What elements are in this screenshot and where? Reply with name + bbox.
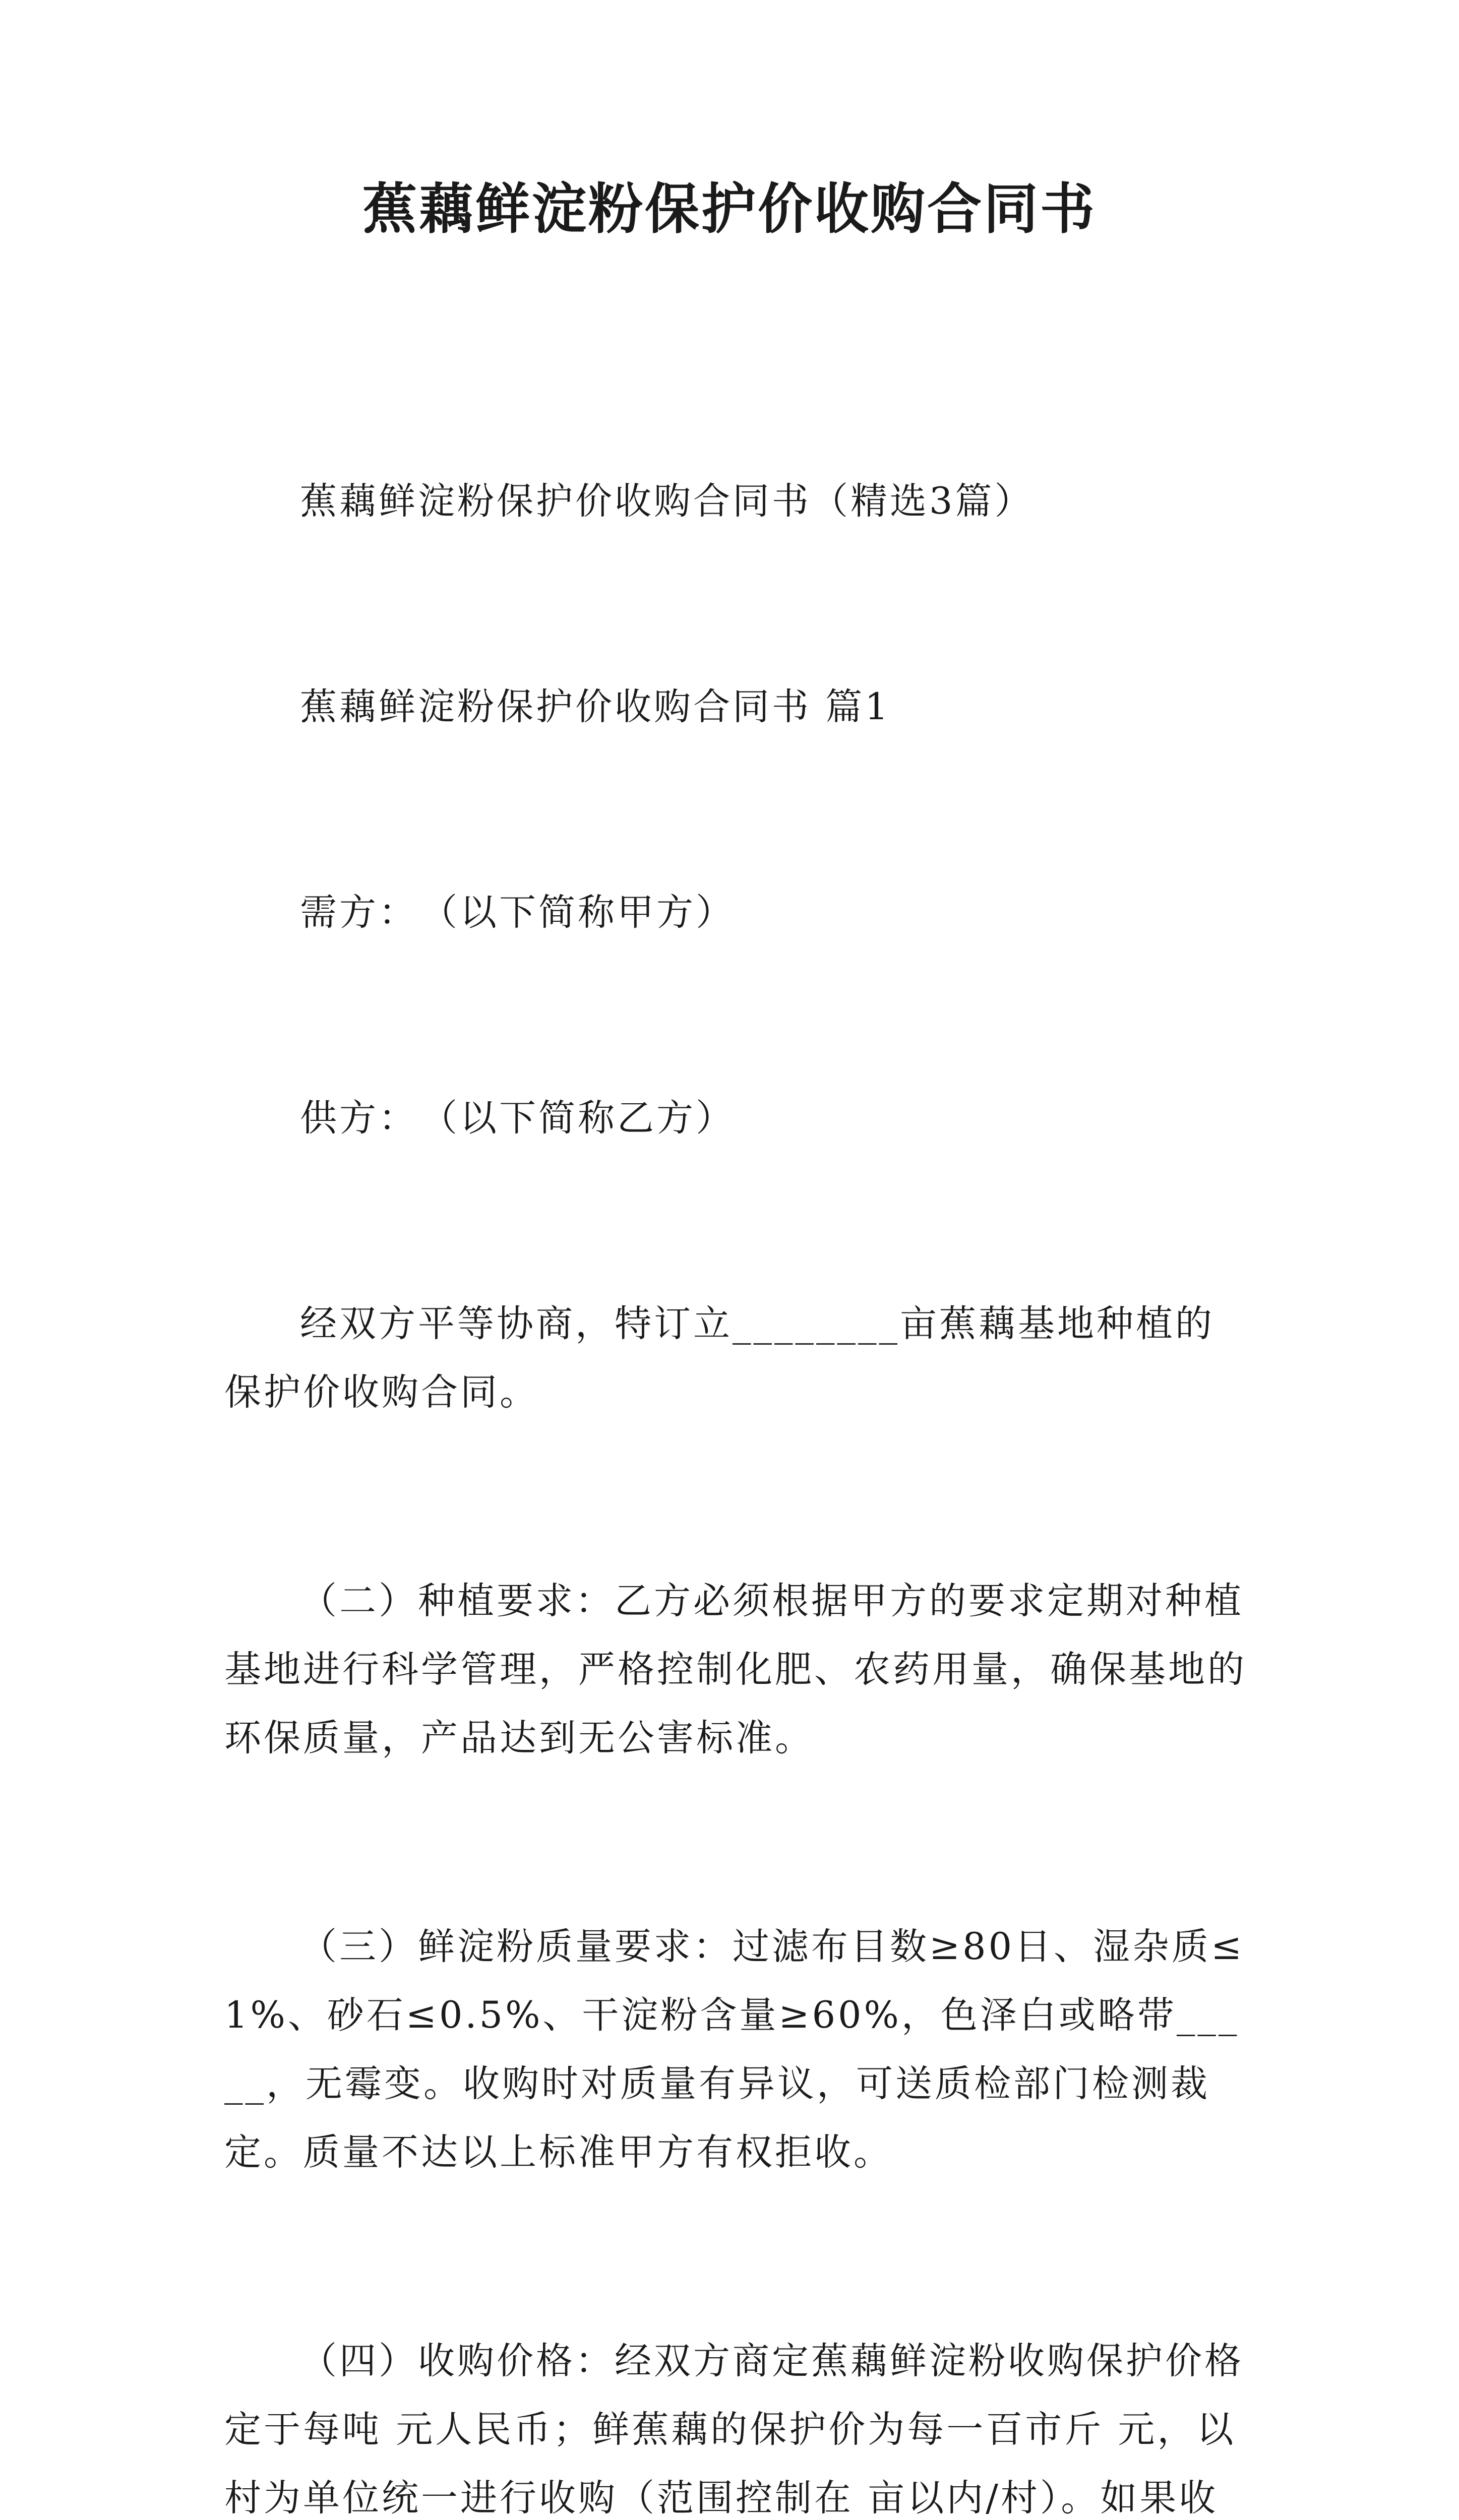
clause-purchase-price: （四）收购价格：经双方商定蕉藕鲜淀粉收购保护价格定于每吨 元人民币；鲜蕉藕的保护价为每一百市斤 元，以村为单位统一进行收购（范围控制在 亩以内/村）。如果收 xyxy=(224,2340,1244,2519)
contract-intro-paragraph: 经双方平等协商，特订立________亩蕉藕基地种植的保护价收购合同。 xyxy=(224,1302,1214,1414)
party-supplier-line: 供方： （以下简称乙方） xyxy=(300,1097,735,1140)
clause-planting-requirements: （二）种植要求：乙方必须根据甲方的要求定期对种植基地进行科学管理，严格控制化肥、农药用量，确保基地的环保质量，产品达到无公害标准。 xyxy=(224,1580,1247,1759)
document-title: 蕉藕鲜淀粉保护价收购合同书 xyxy=(362,177,1097,241)
party-buyer-line: 需方： （以下简称甲方） xyxy=(300,891,735,934)
clause-quality-requirements: （三）鲜淀粉质量要求：过滤布目数≥80日、湿杂质≤1%、砂石≤0.5%、干淀粉含量≥60%，色泽白或略带_____，无霉变。收购时对质量有异议，可送质检部门检测裁定。质量不达以上标准甲方有权拒收。 xyxy=(224,1925,1245,2174)
section-heading: 蕉藕鲜淀粉保护价收购合同书 篇1 xyxy=(300,685,891,728)
document-body xyxy=(224,330,1248,2520)
document-subtitle: 蕉藕鲜淀粉保护价收购合同书（精选3篇） xyxy=(300,480,1034,523)
